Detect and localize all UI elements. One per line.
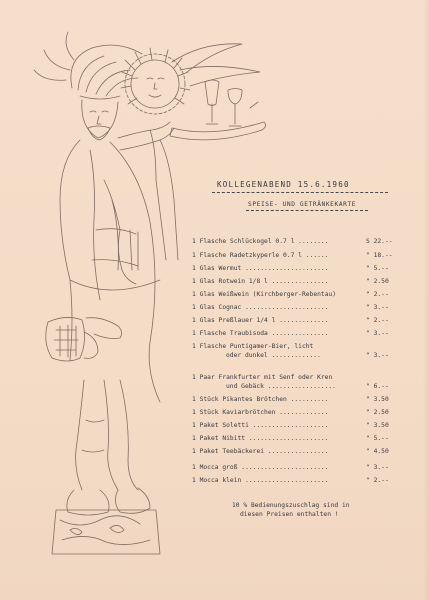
menu-item-text: 1 Flasche Radetzkyperle 0.7 l ......	[192, 252, 329, 259]
pedestal-drawing	[52, 510, 160, 554]
menu-item-text: 1 Stück Pikantes Brötchen ..........	[192, 396, 329, 403]
feathered-hat-drawing	[34, 32, 142, 99]
menu-item-price: " 3.--	[366, 330, 389, 337]
menu-item-text: 1 Flasche Schlückogel 0.7 l ........	[192, 238, 329, 245]
jug-drawing	[46, 317, 122, 361]
menu-item-price: S 22.--	[366, 238, 393, 245]
menu-item-price: " 2.--	[366, 477, 389, 484]
menu-item-continuation: und Gebäck ..................	[226, 383, 336, 390]
menu-item-price: " 3.--	[366, 304, 389, 311]
waiter-coat-drawing	[60, 140, 160, 402]
waiter-legs-drawing	[67, 380, 150, 515]
menu-item-text: 1 Mocca groß .......................	[192, 464, 329, 471]
menu-item-text: 1 Glas Rotwein 1/8 l ...............	[192, 278, 329, 285]
menu-item-text: 1 Paket Nibitt .....................	[192, 435, 329, 442]
menu-item-price: " 3.--	[366, 464, 389, 471]
menu-item-text: 1 Glas Cognac ......................	[192, 304, 329, 311]
menu-item-price: " 3.--	[366, 352, 389, 359]
menu-item-continuation: oder dunkel .............	[226, 352, 321, 359]
menu-item-price: " 3.50	[366, 396, 389, 403]
menu-item-text: 1 Glas Wermut ......................	[192, 265, 329, 272]
menu-item-text: 1 Mocca klein ......................	[192, 477, 329, 484]
service-charge-note-line1: 10 % Bedienungszuschlag sind in	[232, 502, 350, 509]
menu-item-price: " 5.--	[366, 435, 389, 442]
menu-item-price: " 3.50	[366, 422, 389, 429]
menu-item-price: " 2.--	[366, 317, 389, 324]
menu-item-text: 1 Stück Kaviarbrötchen .............	[192, 409, 329, 416]
menu-item-price: " 5.--	[366, 265, 389, 272]
menu-item-price: " 4.50	[366, 448, 389, 455]
menu-item-text: 1 Flasche Puntigamer-Bier, licht	[192, 343, 314, 350]
menu-item-price: " 2.50	[366, 278, 389, 285]
service-charge-note-line2: diesen Preisen enthalten !	[240, 511, 339, 518]
menu-item-price: " 18.--	[366, 252, 393, 259]
menu-item-price: " 2.--	[366, 291, 389, 298]
waiter-face-drawing	[82, 100, 118, 140]
title-underline	[212, 192, 388, 193]
menu-item-text: 1 Flasche Traubisoda ...............	[192, 330, 329, 337]
menu-subtitle: SPEISE- UND GETRÄNKEKARTE	[248, 201, 357, 208]
menu-item-text: 1 Glas Weißwein (Kirchberger-Rebentau)	[192, 291, 337, 298]
menu-item-price: " 6.--	[366, 383, 389, 390]
menu-item-price: " 2.50	[366, 409, 389, 416]
menu-item-text: 1 Paket Soletti ....................	[192, 422, 329, 429]
event-title: KOLLEGENABEND 15.6.1960	[217, 180, 350, 189]
menu-item-text: 1 Paket Teebäckerei ................	[192, 448, 329, 455]
menu-item-text: 1 Glas Preßlauer 1/4 l .............	[192, 317, 329, 324]
raised-arm-drawing	[118, 122, 178, 260]
subtitle-underline	[246, 210, 368, 211]
menu-item-text: 1 Paar Frankfurter mit Senf oder Kren	[192, 374, 333, 381]
